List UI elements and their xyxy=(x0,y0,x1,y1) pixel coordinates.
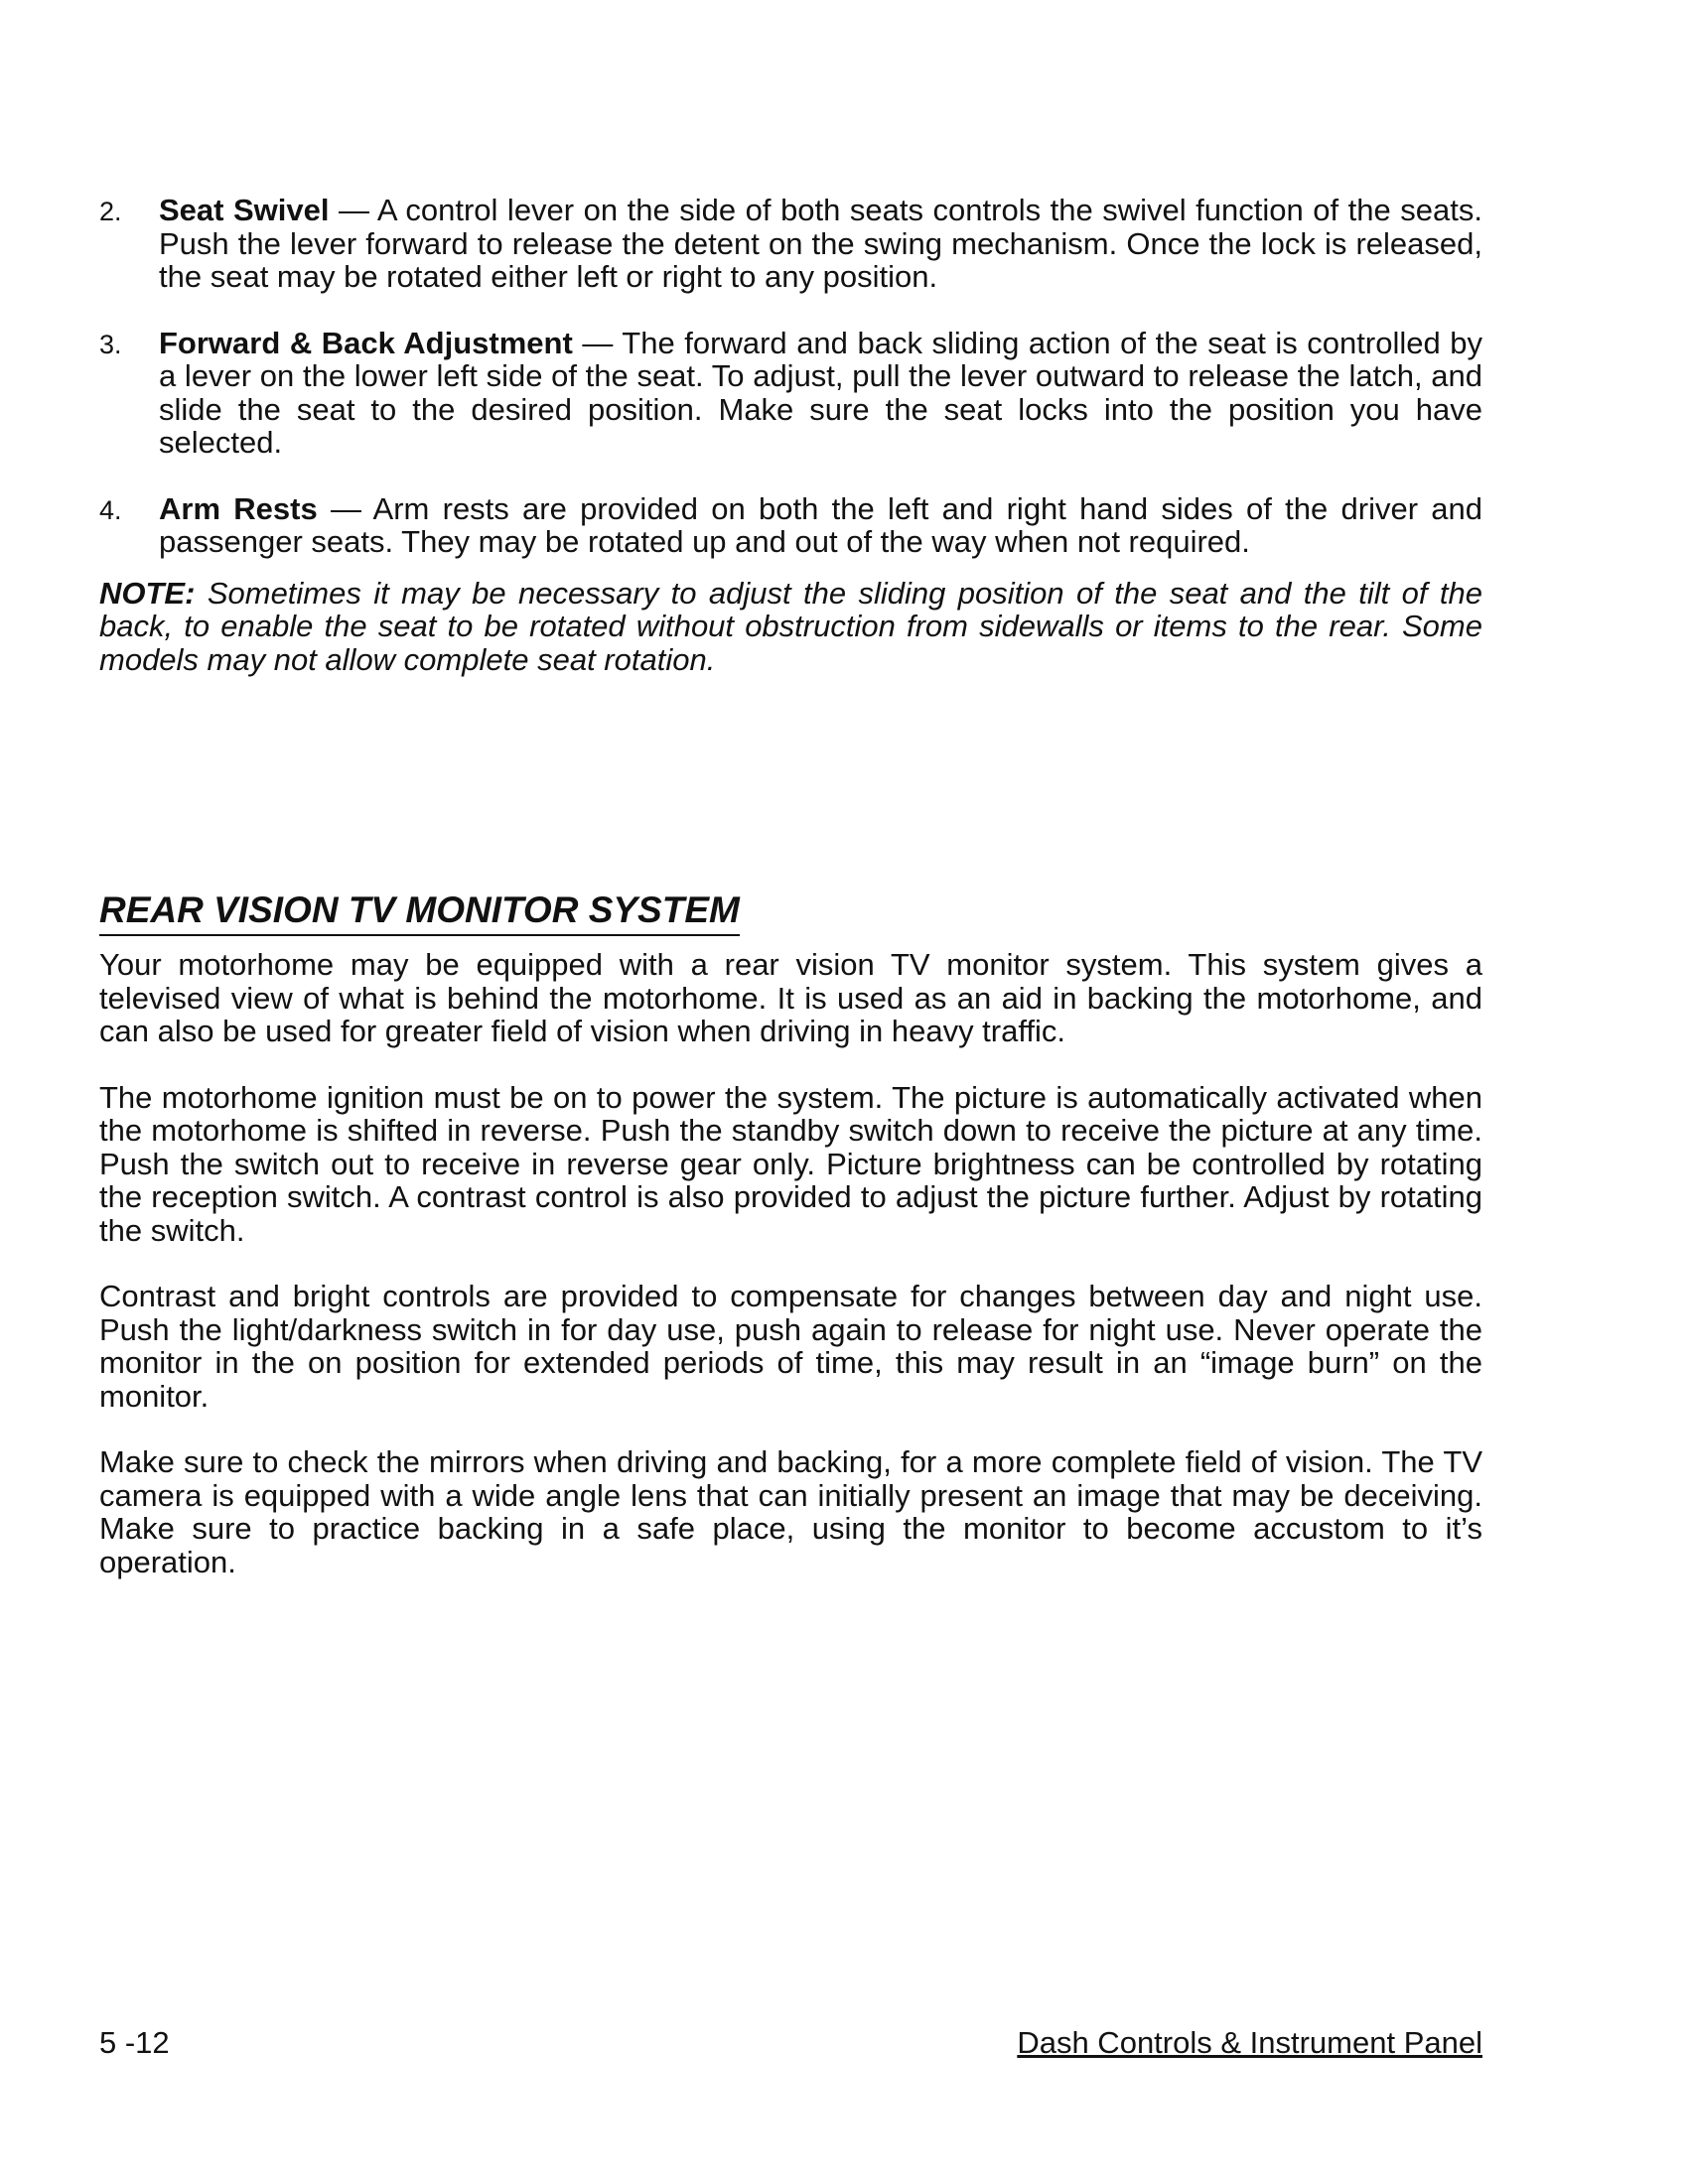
paragraph: Make sure to check the mirrors when driving and backing, for a more complete field of vision. The TV camera is equipped with a wide angle lens that can initially present an image that may be deceiving. Make sure to practice backing in a safe place, using the monitor to become accustom to it’s operation. xyxy=(99,1444,1482,1579)
list-term: Seat Swivel xyxy=(159,193,330,227)
list-text: — Arm rests are provided on both the left and right hand sides of the driver and passenger seats. They may be rotated up and out of the way when not required. xyxy=(159,490,1483,559)
list-text: — The forward and back sliding action of the seat is controlled by a lever on the lower left side of the seat. To adjust, pull the lever outward to release the latch, and slide the seat to the desired position. Make sure the seat locks into the position you have selected. xyxy=(159,325,1482,460)
list-number: 3. xyxy=(99,329,122,359)
list-text: — A control lever on the side of both seats controls the swivel function of the seats. Push the lever forward to release the detent on the swing mechanism. Once the lock is released, the seat may be rotated either left or right to any position. xyxy=(159,193,1482,294)
note xyxy=(99,577,1482,677)
list-term: Arm Rests xyxy=(159,490,318,526)
list-number: 2. xyxy=(99,197,122,226)
list-item xyxy=(99,492,1482,559)
list-item xyxy=(99,327,1482,460)
note-text: Sometimes it may be necessary to adjust the sliding position of the seat and the tilt of the back, to enable the seat to be rotated without obstruction from sidewalls or items to the rear. Some models may not allow complete seat rotation. xyxy=(99,575,1482,677)
paragraph: Your motorhome may be equipped with a rear vision TV monitor system. This system gives a televised view of what is behind the motorhome. It is used as an aid in backing the motorhome, and can also be used for greater field of vision when driving in heavy traffic. xyxy=(99,947,1482,1048)
seat-instructions xyxy=(99,194,1482,676)
paragraph: The motorhome ignition must be on to power the system. The picture is automatically activated when the motorhome is shifted in reverse. Push the standby switch down to receive the picture at any time. Push the switch out to receive in reverse gear only. Picture brightness can be controlled by rotating the reception switch. A contrast control is also provided to adjust the picture further. Adjust by rotating the switch. xyxy=(99,1079,1482,1248)
list-number: 4. xyxy=(99,494,122,525)
section-title: REAR VISION TV MONITOR SYSTEM xyxy=(99,888,740,936)
list-term: Forward & Back Adjustment xyxy=(159,325,573,360)
chapter-title: Dash Controls & Instrument Panel xyxy=(1017,2025,1482,2060)
list-item xyxy=(99,194,1482,294)
page-number: 5 -12 xyxy=(99,2025,170,2060)
section-body xyxy=(99,948,1482,1611)
note-label: NOTE: xyxy=(99,575,196,611)
paragraph: Contrast and bright controls are provided to compensate for changes between day and night use. Push the light/darkness switch in for day use, push again to release for night use. Never operate the monitor in the on position for extended periods of time, this may result in an “image burn” on the monitor. xyxy=(99,1279,1482,1414)
